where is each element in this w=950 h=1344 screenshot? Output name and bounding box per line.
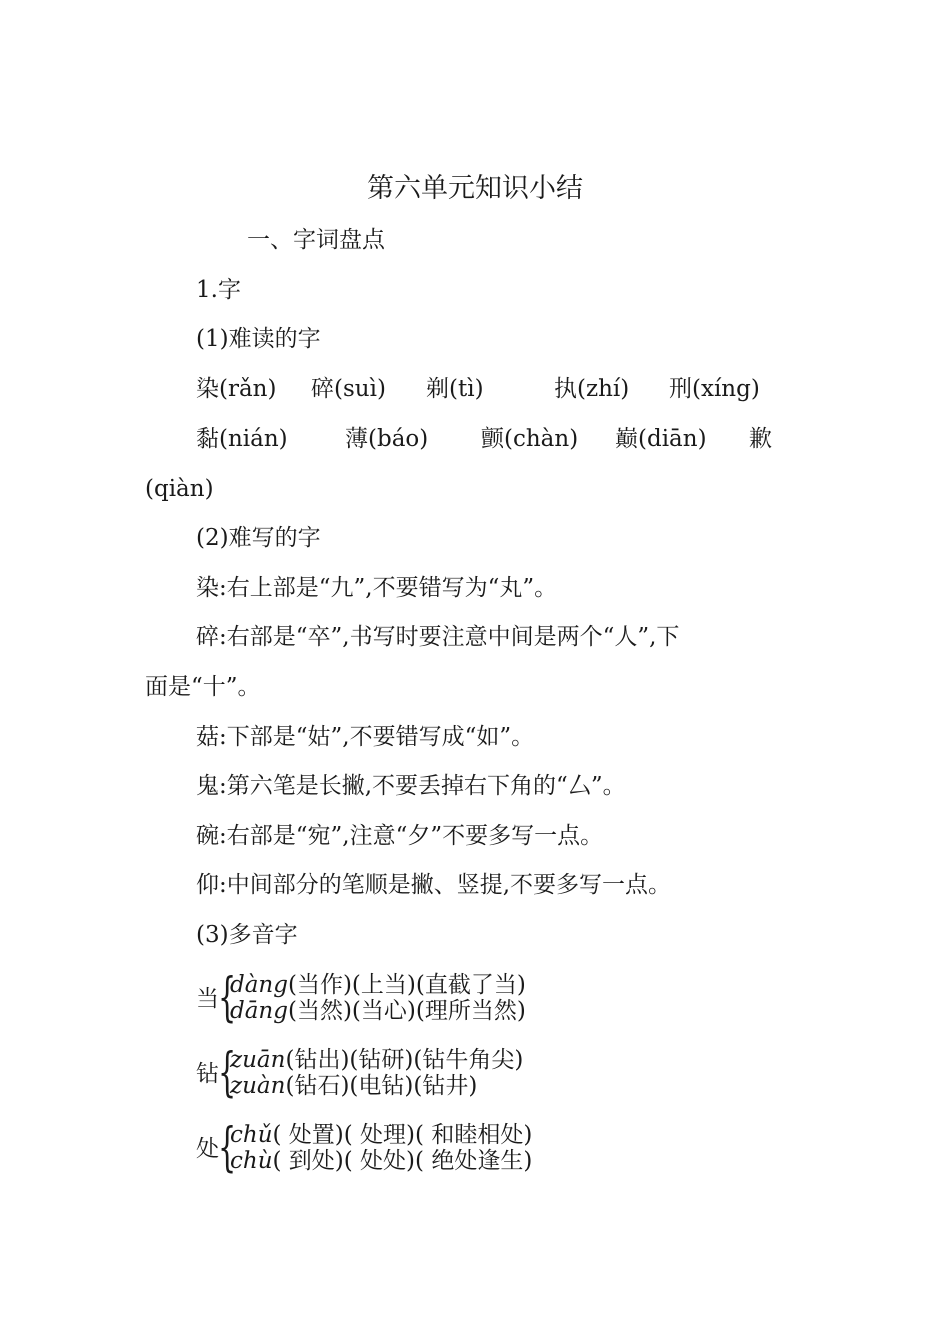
section-heading: 一、字词盘点 xyxy=(247,227,385,253)
example-words: ( 处置)( 处理)( 和睦相处) xyxy=(272,1122,533,1148)
char-item: 刑(xíng) xyxy=(669,376,760,402)
char-item: 颤(chàn) xyxy=(481,426,579,452)
polyphone-char: 处 xyxy=(196,1136,219,1162)
hard-write-item: 碗:右部是“宛”,注意“夕”不要多写一点。 xyxy=(196,823,604,849)
example-words: (钻出)(钻研)(钻牛角尖) xyxy=(285,1047,524,1073)
polyphone-reading xyxy=(230,1148,532,1174)
polyphone-heading: (3)多音字 xyxy=(196,922,298,948)
pinyin: zuàn xyxy=(230,1073,286,1099)
page-title: 第六单元知识小结 xyxy=(367,173,583,204)
example-words: ( 到处)( 处处)( 绝处逢生) xyxy=(272,1148,533,1174)
brace-icon: { xyxy=(218,968,237,1028)
polyphone-entry xyxy=(196,970,596,1032)
hard-write-item: 面是“十”。 xyxy=(145,674,261,700)
hard-write-item: 鬼:第六笔是长撇,不要丢掉右下角的“厶”。 xyxy=(196,773,626,799)
polyphone-entry xyxy=(196,1045,596,1107)
hard-read-row-2 xyxy=(196,424,772,454)
hard-read-row-1 xyxy=(196,374,760,404)
hard-read-row-2-wrap: (qiàn) xyxy=(145,476,214,502)
polyphone-reading xyxy=(230,1122,532,1148)
char-item: 执(zhí) xyxy=(554,376,630,402)
pinyin: zuān xyxy=(230,1047,286,1073)
example-words: (钻石)(电钻)(钻井) xyxy=(285,1073,478,1099)
polyphone-reading xyxy=(230,972,526,998)
char-item: 歉 xyxy=(749,426,772,452)
polyphone-char: 钻 xyxy=(196,1061,219,1087)
polyphone-reading xyxy=(230,1047,523,1073)
brace-icon: { xyxy=(218,1118,237,1178)
pinyin: chù xyxy=(230,1148,273,1174)
pinyin: dàng xyxy=(230,972,288,998)
char-item: 黏(nián) xyxy=(196,426,288,452)
hard-write-item: 仰:中间部分的笔顺是撇、竖提,不要多写一点。 xyxy=(196,872,672,898)
pinyin: chǔ xyxy=(230,1122,273,1148)
char-item: 剃(tì) xyxy=(426,376,484,402)
polyphone-reading xyxy=(230,1073,477,1099)
hard-write-item: 菇:下部是“姑”,不要错写成“如”。 xyxy=(196,724,535,750)
hard-write-item: 染:右上部是“九”,不要错写为“丸”。 xyxy=(196,575,558,601)
polyphone-reading xyxy=(230,998,526,1024)
char-item: 染(rǎn) xyxy=(196,376,277,402)
example-words: (当然)(当心)(理所当然) xyxy=(287,998,526,1024)
char-item: 巅(diān) xyxy=(615,426,707,452)
subsection-heading: 1.字 xyxy=(196,277,241,303)
hard-read-heading: (1)难读的字 xyxy=(196,326,321,352)
char-item: 碎(suì) xyxy=(311,376,386,402)
hard-write-item: 碎:右部是“卒”,书写时要注意中间是两个“人”,下 xyxy=(196,624,680,650)
brace-icon: { xyxy=(218,1043,237,1103)
example-words: (当作)(上当)(直截了当) xyxy=(287,972,526,998)
polyphone-char: 当 xyxy=(196,986,219,1012)
char-item: 薄(báo) xyxy=(345,426,429,452)
polyphone-entry xyxy=(196,1120,596,1182)
pinyin: dāng xyxy=(230,998,288,1024)
hard-write-heading: (2)难写的字 xyxy=(196,525,321,551)
